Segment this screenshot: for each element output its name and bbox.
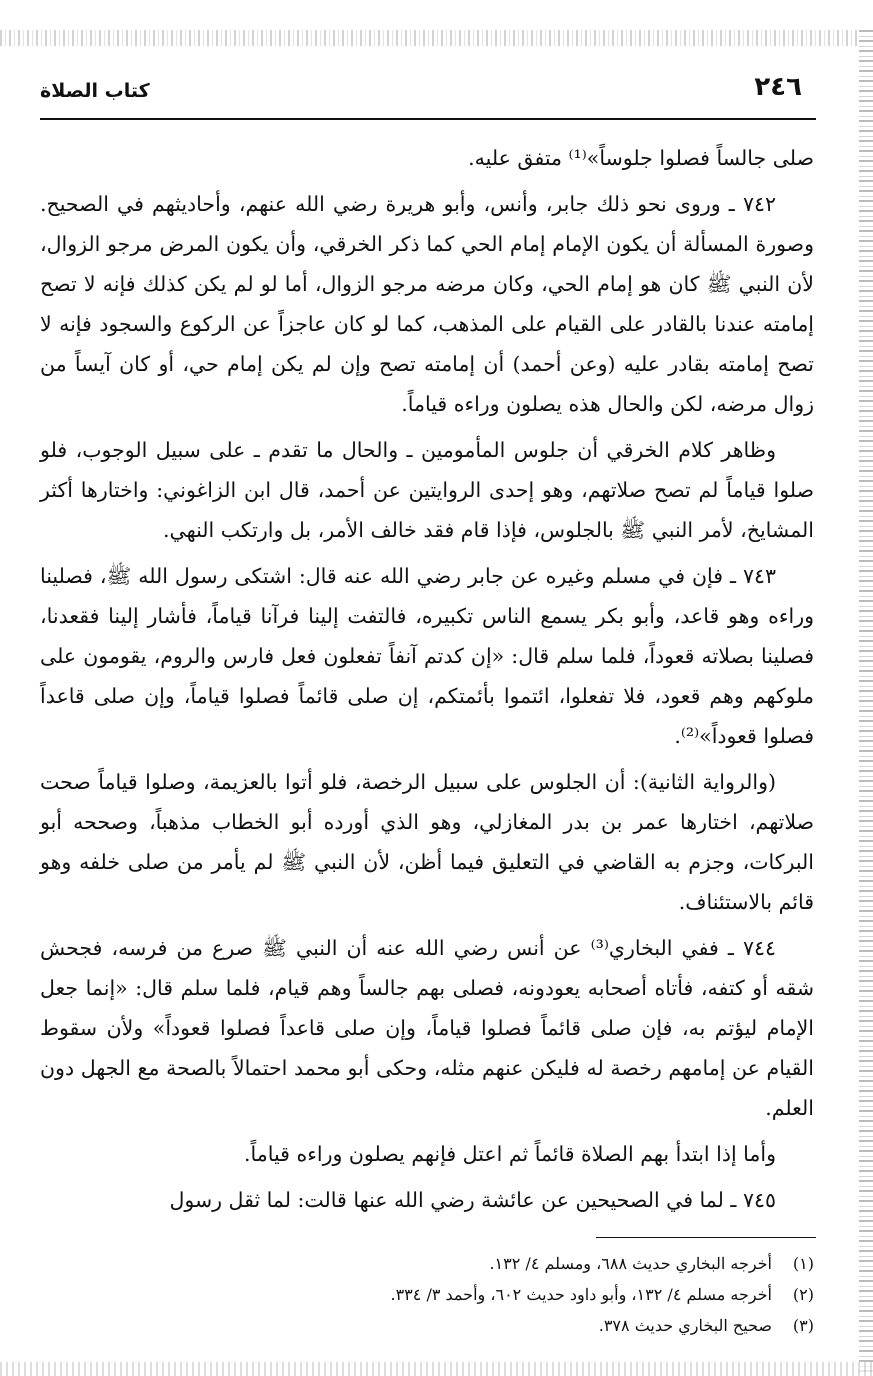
footnotes (40, 1248, 814, 1341)
footnote-text: أخرجه البخاري حديث ٦٨٨، ومسلم ٤/ ١٣٢. (489, 1254, 772, 1273)
footnote-marker: (١) (792, 1254, 814, 1273)
header-rule (40, 118, 816, 120)
page-right-border (859, 30, 873, 1376)
paragraph-743: ٧٤٣ ـ فإن في مسلم وغيره عن جابر رضي الله عنه قال: اشتكى رسول الله ﷺ، فصلينا وراءه وهو قاعد، وأبو بكر يسمع الناس تكبيره، فالتفت إلينا فرآنا قياماً، فأشار إلينا فقعدنا، فصلينا بصلاته قعوداً، فلما سلم قال: «إن كدتم آنفاً تفعلون فعل فارس والروم، يقومون على ملوكهم وهم قعود، فلا تفعلوا، ائتموا بأئمتكم، إن صلى قائماً فصلوا قياماً، وإن صلى قاعداً فصلوا قعوداً»⁽²⁾. (40, 564, 814, 748)
paragraph-continuation: صلى جالساً فصلوا جلوساً»⁽¹⁾ متفق عليه. (468, 146, 814, 170)
footnote-item (40, 1310, 814, 1341)
page-header (40, 72, 816, 116)
page-top-border (0, 30, 873, 46)
footnote-item (40, 1279, 814, 1310)
paragraph-kharaqi-view: وظاهر كلام الخرقي أن جلوس المأمومين ـ والحال ما تقدم ـ على سبيل الوجوب، فلو صلوا قياماً لم تصح صلاتهم، وهو إحدى الروايتين عن أحمد، قال ابن الزاغوني: واختارها أكثر المشايخ، لأمر النبي ﷺ بالجلوس، فإذا قام فقد خالف الأمر، بل وارتكب النهي. (40, 438, 814, 542)
body-text (40, 138, 814, 1226)
footnote-marker: (٢) (792, 1285, 814, 1304)
footnote-item (40, 1248, 814, 1279)
footnote-text: صحيح البخاري حديث ٣٧٨. (598, 1316, 772, 1335)
page-bottom-border (0, 1362, 873, 1376)
footnote-rule (596, 1237, 816, 1238)
page-number: ٢٤٦ (754, 72, 802, 102)
footnote-marker: (٣) (792, 1316, 814, 1335)
paragraph-second-narration: (والرواية الثانية): أن الجلوس على سبيل الرخصة، فلو أتوا بالعزيمة، وصلوا قياماً صحت صلاتهم، اختارها عمر بن بدر المغازلي، وهو الذي أورده أبو الخطاب مذهباً، وصححه أبو البركات، وجزم به القاضي في التعليق فيما أظن، لأن النبي ﷺ لم يأمر من صلى خلفه وهو قائم بالاستئناف. (40, 770, 814, 914)
running-title: كتاب الصلاة (40, 80, 150, 102)
paragraph-744: ٧٤٤ ـ ففي البخاري⁽³⁾ عن أنس رضي الله عنه أن النبي ﷺ صرع من فرسه، فجحش شقه أو كتفه، فأتاه أصحابه يعودونه، فصلى بهم جالساً وهم قيام، فلما سلم قال: «إنما جعل الإمام ليؤتم به، فإن صلى قائماً فصلوا قياماً، وإن صلى قاعداً فصلوا قعوداً» ولأن سقوط القيام عن إمامهم رخصة له فليكن عنهم مثله، وحكى أبو محمد احتمالاً بالصحة مع الجهل دون العلم. (40, 936, 814, 1120)
footnote-text: أخرجه مسلم ٤/ ١٣٢، وأبو داود حديث ٦٠٢، وأحمد ٣/ ٣٣٤. (390, 1285, 772, 1304)
paragraph-standing-start: وأما إذا ابتدأ بهم الصلاة قائماً ثم اعتل فإنهم يصلون وراءه قياماً. (244, 1142, 776, 1166)
paragraph-742: ٧٤٢ ـ وروى نحو ذلك جابر، وأنس، وأبو هريرة رضي الله عنهم، وأحاديثهم في الصحيح. وصورة المسألة أن يكون الإمام إمام الحي كما ذكر الخرقي، وأن يكون المرض مرجو الزوال، لأن النبي ﷺ كان هو إمام الحي، وكان مرضه مرجو الزوال، أما لو لم يكن كذلك فإنه لا تصح إمامته عندنا بالقادر على القيام على المذهب، كما لو كان عاجزاً عن الركوع والسجود فإنه لا تصح إمامته بقادر عليه (وعن أحمد) أن إمامته تصح وإن لم يكن إمام حي، أو كان آيساً من زوال مرضه، لكن والحال هذه يصلون وراءه قياماً. (40, 192, 814, 416)
paragraph-745: ٧٤٥ ـ لما في الصحيحين عن عائشة رضي الله عنها قالت: لما ثقل رسول (169, 1188, 776, 1212)
